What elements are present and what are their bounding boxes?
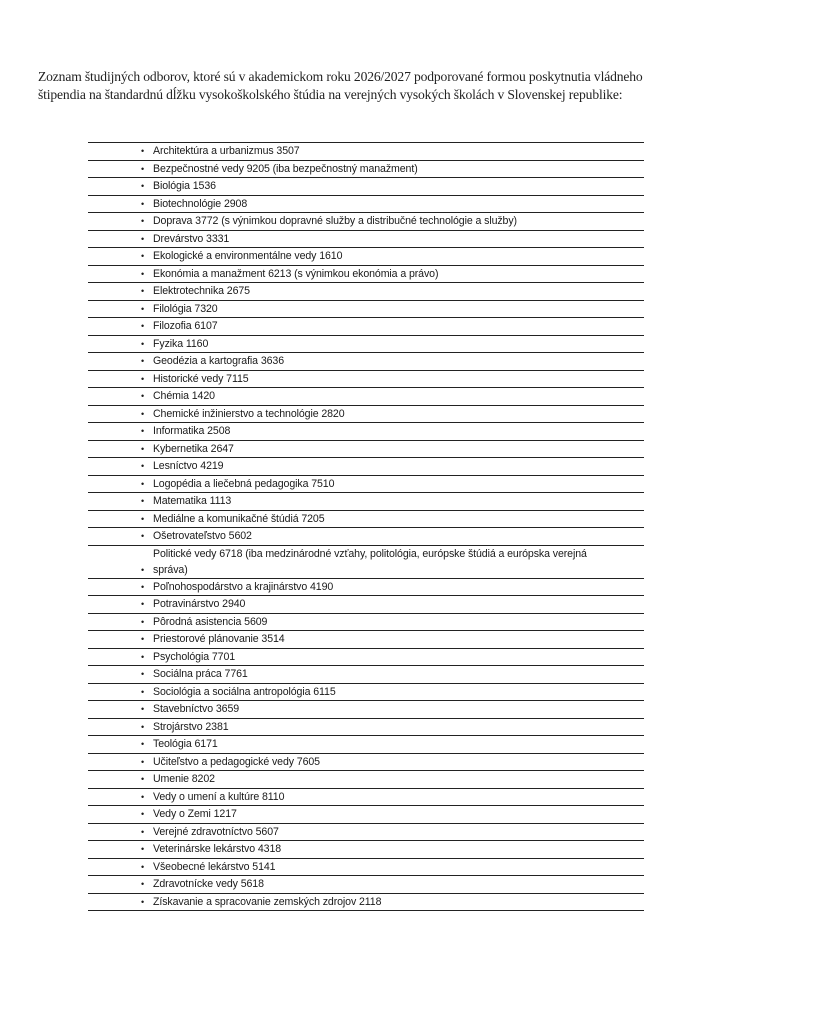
bullet-icon: • (141, 198, 145, 209)
intro-line-1: Zoznam študijných odborov, ktoré sú v akademickom roku 2026/2027 podporované formou poskytnutia vládneho (38, 69, 643, 84)
bullet-icon: • (141, 338, 145, 349)
list-item (88, 388, 644, 406)
bullet-icon: • (141, 461, 145, 471)
bullet-icon: • (141, 599, 145, 609)
bullet-icon: • (141, 513, 145, 524)
list-item (88, 196, 644, 214)
bullet-icon: • (141, 564, 145, 575)
list-item (88, 546, 644, 579)
study-field-label: Geodézia a kartografia 3636 (153, 355, 284, 367)
study-field-label: Kybernetika 2647 (153, 442, 234, 455)
bullet-icon: • (141, 531, 145, 541)
study-field-label: Psychológia 7701 (153, 650, 236, 663)
study-field-label: Ošetrovateľstvo 5602 (153, 530, 252, 542)
study-field-label: Filozofia 6107 (153, 320, 218, 332)
list-item (88, 248, 644, 266)
list-item (88, 231, 644, 249)
list-item (88, 841, 644, 859)
study-field-label: Doprava 3772 (s výnimkou dopravné služby a distribučné technológie a služby) (153, 215, 517, 227)
list-item (88, 511, 644, 529)
study-field-label: Učiteľstvo a pedagogické vedy 7605 (153, 755, 320, 768)
bullet-icon: • (141, 756, 145, 767)
study-field-label: Ekologické a environmentálne vedy 1610 (153, 250, 343, 262)
bullet-icon: • (141, 651, 145, 662)
bullet-icon: • (141, 774, 145, 784)
list-item (88, 684, 644, 702)
list-item (88, 701, 644, 719)
bullet-icon: • (141, 809, 145, 819)
bullet-icon: • (141, 303, 145, 314)
list-item (88, 736, 644, 754)
study-field-label: Filológia 7320 (153, 302, 218, 315)
list-item (88, 771, 644, 789)
list-item (88, 406, 644, 424)
intro-line-2: štipendia na štandardnú dĺžku vysokoškolského štúdia na verejných vysokých školách v Slovenskej republike: (38, 86, 623, 102)
study-field-label: Pôrodná asistencia 5609 (153, 615, 268, 628)
bullet-icon: • (141, 216, 145, 226)
bullet-icon: • (141, 181, 145, 191)
study-field-label: Historické vedy 7115 (153, 372, 249, 385)
bullet-icon: • (141, 826, 145, 837)
study-field-label: Verejné zdravotníctvo 5607 (153, 825, 279, 838)
list-item (88, 806, 644, 824)
study-field-label: Architektúra a urbanizmus 3507 (153, 145, 300, 157)
study-field-label: Potravinárstvo 2940 (153, 598, 246, 610)
study-field-label: Elektrotechnika 2675 (153, 285, 250, 297)
intro-text (38, 68, 798, 103)
study-field-label: Ekonómia a manažment 6213 (s výnimkou ekonómia a právo) (153, 267, 439, 280)
list-item (88, 283, 644, 301)
study-field-label: Matematika 1113 (153, 495, 232, 507)
list-item (88, 371, 644, 389)
bullet-icon: • (141, 251, 145, 261)
list-item (88, 894, 644, 912)
list-item (88, 318, 644, 336)
study-field-label: Biológia 1536 (153, 180, 216, 192)
bullet-icon: • (141, 896, 145, 907)
bullet-icon: • (141, 634, 145, 644)
list-item (88, 266, 644, 284)
bullet-icon: • (141, 704, 145, 714)
bullet-icon: • (141, 861, 145, 872)
study-field-label: Poľnohospodárstvo a krajinárstvo 4190 (153, 580, 334, 593)
list-item (88, 631, 644, 649)
bullet-icon: • (141, 426, 145, 436)
list-item (88, 859, 644, 877)
list-item (88, 353, 644, 371)
study-field-label: Sociológia a sociálna antropológia 6115 (153, 685, 336, 698)
bullet-icon: • (141, 233, 145, 244)
study-fields-list (88, 142, 644, 911)
bullet-icon: • (141, 686, 145, 697)
bullet-icon: • (141, 146, 145, 156)
list-item (88, 476, 644, 494)
bullet-icon: • (141, 581, 145, 592)
study-field-label: Získavanie a spracovanie zemských zdrojov 2118 (153, 895, 382, 908)
bullet-icon: • (141, 321, 145, 331)
bullet-icon: • (141, 739, 145, 749)
bullet-icon: • (141, 669, 145, 679)
list-item (88, 336, 644, 354)
bullet-icon: • (141, 268, 145, 279)
bullet-icon: • (141, 408, 145, 419)
bullet-icon: • (141, 478, 145, 489)
study-field-label: Politické vedy 6718 (iba medzinárodné vzťahy, politológia, európske štúdiá a európska verejná správa) (153, 547, 587, 576)
list-item (88, 458, 644, 476)
list-item (88, 754, 644, 772)
study-field-label: Veterinárske lekárstvo 4318 (153, 843, 282, 855)
bullet-icon: • (141, 373, 145, 384)
bullet-icon: • (141, 844, 145, 854)
bullet-icon: • (141, 496, 145, 506)
list-item (88, 441, 644, 459)
list-item (88, 824, 644, 842)
list-item (88, 719, 644, 737)
study-field-label: Vedy o umení a kultúre 8110 (153, 790, 285, 803)
bullet-icon: • (141, 356, 145, 366)
study-field-label: Fyzika 1160 (153, 337, 209, 350)
study-field-label: Vedy o Zemi 1217 (153, 808, 237, 820)
list-item (88, 143, 644, 161)
study-field-label: Mediálne a komunikačné štúdiá 7205 (153, 512, 325, 525)
study-field-label: Informatika 2508 (153, 425, 231, 437)
bullet-icon: • (141, 443, 145, 454)
study-field-label: Lesníctvo 4219 (153, 460, 224, 472)
study-field-label: Umenie 8202 (153, 773, 215, 785)
list-item (88, 493, 644, 511)
bullet-icon: • (141, 286, 145, 296)
study-field-label: Logopédia a liečebná pedagogika 7510 (153, 477, 335, 490)
list-item (88, 596, 644, 614)
list-item (88, 528, 644, 546)
bullet-icon: • (141, 791, 145, 802)
bullet-icon: • (141, 879, 145, 889)
list-item (88, 161, 644, 179)
study-field-label: Teológia 6171 (153, 738, 218, 750)
list-item (88, 649, 644, 667)
study-field-label: Stavebníctvo 3659 (153, 703, 240, 715)
study-field-label: Strojárstvo 2381 (153, 720, 229, 733)
study-field-label: Chémia 1420 (153, 390, 215, 402)
list-item (88, 579, 644, 597)
list-item (88, 614, 644, 632)
bullet-icon: • (141, 616, 145, 627)
study-field-label: Všeobecné lekárstvo 5141 (153, 860, 276, 873)
list-item (88, 213, 644, 231)
list-item (88, 666, 644, 684)
study-field-label: Bezpečnostné vedy 9205 (iba bezpečnostný manažment) (153, 162, 418, 175)
study-field-label: Drevárstvo 3331 (153, 232, 230, 245)
bullet-icon: • (141, 391, 145, 401)
list-item (88, 789, 644, 807)
study-field-label: Zdravotnícke vedy 5618 (153, 878, 264, 890)
study-field-label: Sociálna práca 7761 (153, 668, 248, 680)
list-item (88, 423, 644, 441)
study-field-label: Chemické inžinierstvo a technológie 2820 (153, 407, 345, 420)
list-item (88, 301, 644, 319)
study-field-label: Priestorové plánovanie 3514 (153, 633, 285, 645)
list-item (88, 876, 644, 894)
bullet-icon: • (141, 721, 145, 732)
study-field-label: Biotechnológie 2908 (153, 197, 248, 210)
list-item (88, 178, 644, 196)
bullet-icon: • (141, 163, 145, 174)
